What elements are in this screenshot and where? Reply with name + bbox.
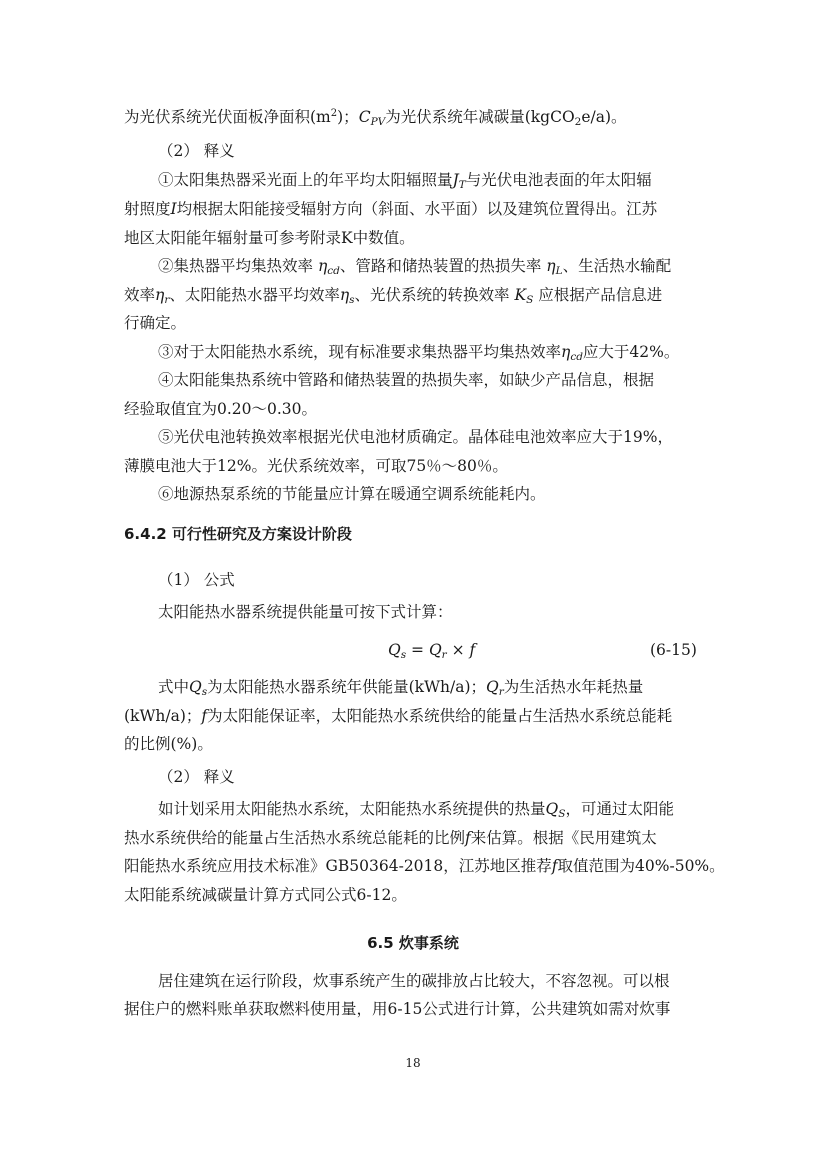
text-line: 式中$Q_s$为太阳能热水器系统年供能量(kWh/a)；$Q_r$为生活热水年耗热量 <box>158 678 644 698</box>
formula: $Q_s = Q_r \times f$ <box>388 641 476 661</box>
section-heading: 6.5 炊事系统 <box>367 934 459 952</box>
section-title: （1） 公式 <box>158 571 235 589</box>
text-line: 经验取值宜为0.20～0.30。 <box>124 400 318 418</box>
text-line: (kWh/a)；f为太阳能保证率，太阳能热水系统供给的能量占生活热水系统总能耗 <box>124 707 673 725</box>
text-line: 行确定。 <box>124 314 187 332</box>
text-line: ③对于太阳能热水系统，现有标准要求集热器平均集热效率$\eta_{cd}$应大于42%。 <box>158 343 680 363</box>
text-line: 的比例(%)。 <box>124 735 213 753</box>
text-line: ⑥地源热泵系统的节能量应计算在暖通空调系统能耗内。 <box>158 485 546 503</box>
text-line: ④太阳能集热系统中管路和储热装置的热损失率，如缺少产品信息，根据 <box>158 371 655 389</box>
text-line: 地区太阳能年辐射量可参考附录K中数值。 <box>124 229 415 247</box>
text-line: ⑤光伏电池转换效率根据光伏电池材质确定。晶体硅电池效率应大于19%， <box>158 428 673 446</box>
text-line: 效率$\eta_r$、太阳能热水器平均效率$\eta_s$、光伏系统的转换效率 $K_S$ 应根据产品信息进 <box>124 286 663 306</box>
text-line: 据住户的燃料账单获取燃料使用量，用6-15公式进行计算，公共建筑如需对炊事 <box>124 1000 671 1018</box>
text-line: 热水系统供给的能量占生活热水系统总能耗的比例f来估算。根据《民用建筑太 <box>124 829 657 847</box>
text-line: 太阳能热水器系统提供能量可按下式计算： <box>158 603 453 621</box>
page-number: 18 <box>405 1056 421 1070</box>
text-line: 薄膜电池大于12%。光伏系统效率，可取75％～80％。 <box>124 457 508 475</box>
text-line: 射照度I均根据太阳能接受辐射方向（斜面、水平面）以及建筑位置得出。江苏 <box>124 200 658 218</box>
text-line: ①太阳集热器采光面上的年平均太阳辐照量$J_T$与光伏电池表面的年太阳辐 <box>158 171 652 191</box>
text-line: 居住建筑在运行阶段，炊事系统产生的碳排放占比较大，不容忽视。可以根 <box>158 972 670 990</box>
text-line: 如计划采用太阳能热水系统，太阳能热水系统提供的热量$Q_S$，可通过太阳能 <box>158 800 674 820</box>
text-line: 阳能热水系统应用技术标准》GB50364-2018，江苏地区推荐f取值范围为40%-50%。 <box>124 857 725 875</box>
section-title: （2） 释义 <box>158 142 235 160</box>
section-title: （2） 释义 <box>158 768 235 786</box>
text-line: 太阳能系统减碳量计算方式同公式6-12。 <box>124 886 407 904</box>
equation-number: (6-15) <box>650 641 697 659</box>
text-line: 为光伏系统光伏面板净面积$(m^2)$；$C_{PV}$为光伏系统年减碳量(kgCO2e/a)。 <box>124 108 627 128</box>
section-heading: 6.4.2 可行性研究及方案设计阶段 <box>124 525 352 543</box>
text-line: ②集热器平均集热效率 $\eta_{cd}$、管路和储热装置的热损失率 $\eta_L$、生活热水输配 <box>158 257 672 277</box>
